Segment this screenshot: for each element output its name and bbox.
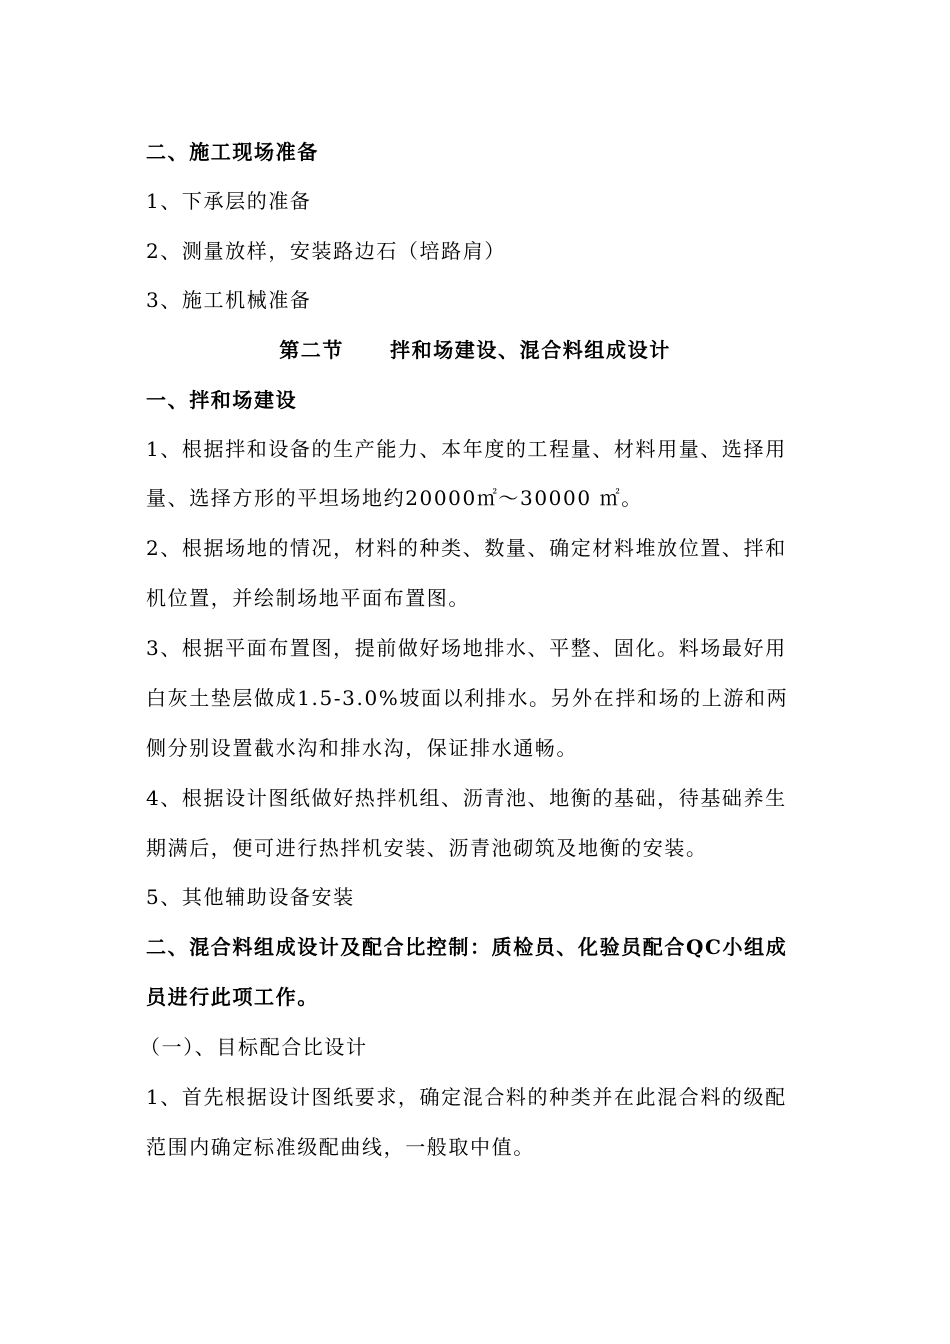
paragraph-line: 机位置，并绘制场地平面布置图。	[146, 586, 470, 610]
heading-mix-design-continued: 员进行此项工作。	[146, 985, 319, 1009]
paragraph-line: 3、根据平面布置图，提前做好场地排水、平整、固化。料场最好用	[146, 636, 787, 660]
paragraph-line: 4、根据设计图纸做好热拌机组、沥青池、地衡的基础，待基础养生	[146, 786, 787, 810]
paragraph-line: 1、根据拌和设备的生产能力、本年度的工程量、材料用量、选择用	[146, 437, 787, 461]
heading-mix-design: 二、混合料组成设计及配合比控制：质检员、化验员配合QC小组成	[146, 935, 788, 959]
list-item: 1、下承层的准备	[146, 189, 312, 213]
section-title	[0, 336, 950, 364]
paragraph-line: 侧分别设置截水沟和排水沟，保证排水通畅。	[146, 736, 578, 760]
paragraph-line: 2、根据场地的情况，材料的种类、数量、确定材料堆放位置、拌和	[146, 536, 787, 560]
paragraph-line: 1、首先根据设计图纸要求，确定混合料的种类并在此混合料的级配	[146, 1085, 787, 1109]
list-item: 2、测量放样，安装路边石（培路肩）	[146, 239, 506, 263]
subheading-target-mix: （一）、目标配合比设计	[140, 1035, 368, 1059]
heading-mixing-plant: 一、拌和场建设	[146, 388, 298, 412]
list-item: 3、施工机械准备	[146, 288, 312, 312]
paragraph-line: 期满后，便可进行热拌机安装、沥青池砌筑及地衡的安装。	[146, 836, 708, 860]
paragraph-line: 5、其他辅助设备安装	[146, 885, 355, 909]
heading-site-preparation: 二、施工现场准备	[146, 140, 319, 164]
paragraph-line: 范围内确定标准级配曲线，一般取中值。	[146, 1135, 535, 1159]
section-name: 拌和场建设、混合料组成设计	[390, 338, 671, 362]
paragraph-line: 量、选择方形的平坦场地约20000㎡～30000 ㎡。	[146, 486, 643, 510]
section-number: 第二节	[279, 338, 344, 362]
paragraph-line: 白灰土垫层做成1.5-3.0%坡面以利排水。另外在拌和场的上游和两	[146, 686, 789, 710]
